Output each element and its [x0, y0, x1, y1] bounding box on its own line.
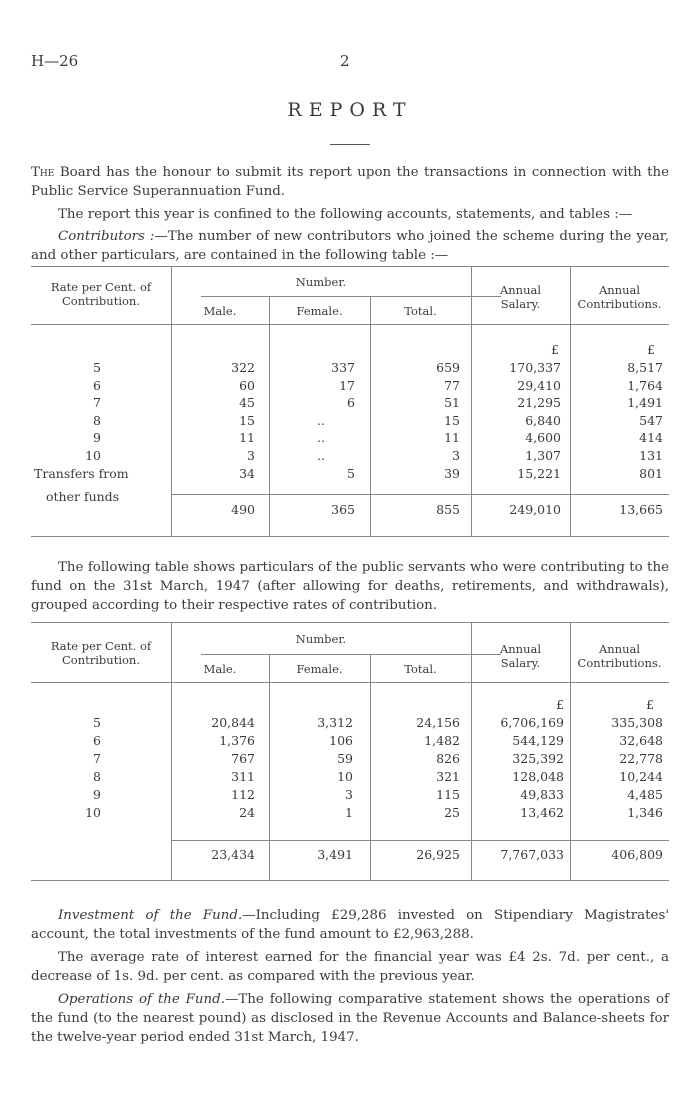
paragraph-investment	[31, 906, 669, 944]
new-contributors-table	[31, 266, 669, 536]
currency-symbol: £	[647, 342, 655, 357]
cell-salary: 544,129	[512, 733, 564, 748]
cell-male: 45	[239, 395, 255, 411]
cell-female: 1	[345, 805, 353, 820]
header-number: Number.	[295, 275, 347, 289]
cell-female: 106	[329, 733, 353, 748]
paragraph-contributors	[31, 227, 669, 265]
cell-female: 337	[331, 360, 355, 375]
cell-contrib: 22,778	[619, 751, 663, 766]
cell-total: 826	[436, 751, 460, 766]
cell-total: 11	[444, 430, 460, 446]
paragraph-accounts-text: The report this year is confined to the following accounts, statements, and tables :—	[58, 207, 633, 222]
cell-contrib: 547	[639, 412, 663, 428]
contributors-by-rate-table	[31, 622, 669, 880]
cell-rate: 5	[93, 360, 101, 375]
paragraph-accounts	[31, 205, 669, 224]
cell-total: 77	[444, 377, 460, 393]
cell-rate: 10	[85, 448, 101, 463]
cell-salary: 128,048	[512, 769, 564, 784]
paragraph-contributing	[31, 558, 669, 615]
cell-rate: 8	[93, 412, 101, 428]
cell-rate: 6	[93, 377, 101, 393]
cell-contrib: 801	[639, 465, 663, 481]
cell-male: 24	[239, 805, 255, 820]
total-contributions: 13,665	[619, 502, 663, 517]
cell-salary: 4,600	[525, 430, 561, 446]
contributors-text: —The number of new contributors who joined the scheme during the year, and other particulars, are contained in the following table :—	[31, 229, 669, 263]
cell-contrib: 335,308	[611, 715, 663, 730]
contributors-heading: Contributors :	[58, 229, 155, 244]
header-male: Male.	[203, 662, 237, 676]
total-total: 855	[436, 502, 460, 517]
investment-heading: Investment of the Fund.	[58, 908, 243, 923]
cell-rate: 5	[93, 715, 101, 730]
cell-contrib: 414	[639, 430, 663, 446]
cell-male: 311	[231, 769, 255, 784]
total-male: 490	[231, 502, 255, 517]
cell-female: ..	[317, 430, 325, 446]
cell-contrib: 4,485	[627, 787, 663, 802]
page-number: 2	[340, 52, 350, 70]
cell-male: 11	[239, 430, 255, 446]
cell-contrib: 1,764	[627, 377, 663, 393]
operations-heading: Operations of the Fund.	[58, 992, 225, 1007]
cell-rate: 9	[93, 430, 101, 446]
cell-male: 60	[239, 377, 255, 393]
cell-salary: 170,337	[509, 360, 561, 375]
cell-female: 59	[337, 751, 353, 766]
cell-total: 3	[452, 448, 460, 463]
cell-male: 767	[231, 751, 255, 766]
cell-contrib: 10,244	[619, 769, 663, 784]
currency-symbol: £	[556, 697, 564, 712]
document-reference: H—26	[31, 52, 79, 70]
currency-symbol: £	[551, 342, 559, 357]
header-rate: Rate per Cent. of Contribution.	[50, 639, 152, 667]
intro-lead: The	[31, 165, 55, 180]
cell-rate: 7	[93, 395, 101, 411]
header-salary: Annual Salary.	[499, 283, 542, 311]
paragraph-operations	[31, 990, 669, 1047]
cell-female: ..	[317, 448, 325, 463]
contributing-text: The following table shows particulars of the public servants who were contributing to the fund on the 31st March, 1947 (after allowing for deaths, retirements, and withdrawals), grouped according to their respective rates of contribution.	[31, 560, 669, 613]
total-total: 26,925	[416, 847, 460, 862]
currency-symbol: £	[646, 697, 654, 712]
header-female: Female.	[296, 662, 343, 676]
header-total: Total.	[404, 662, 437, 676]
cell-contrib: 1,346	[627, 805, 663, 820]
cell-salary: 1,307	[525, 448, 561, 463]
cell-rate: 7	[93, 751, 101, 766]
cell-contrib: 1,491	[627, 395, 663, 411]
rate-cell-continuation: other funds	[46, 489, 120, 504]
cell-rate: 9	[93, 787, 101, 802]
paragraph-interest	[31, 948, 669, 986]
header-rate: Rate per Cent. of Contribution.	[50, 280, 152, 308]
cell-male: 3	[247, 448, 255, 463]
cell-total: 24,156	[416, 715, 460, 730]
header-male: Male.	[203, 304, 237, 318]
total-female: 365	[331, 502, 355, 517]
cell-contrib: 32,648	[619, 733, 663, 748]
header-contributions: Annual Contributions.	[577, 283, 662, 311]
cell-total: 659	[436, 360, 460, 375]
cell-male: 1,376	[219, 733, 255, 748]
page-title: REPORT	[287, 99, 413, 121]
cell-salary: 13,462	[520, 805, 564, 820]
cell-salary: 325,392	[512, 751, 564, 766]
cell-rate: 6	[93, 733, 101, 748]
cell-rate: 8	[93, 769, 101, 784]
cell-male: 112	[231, 787, 255, 802]
operations-text: —The following comparative statement shows the operations of the fund (to the nearest pound) as disclosed in the Revenue Accounts and Balance-sheets for the twelve-year period ended 31st March, 1947.	[31, 992, 669, 1045]
header-contributions: Annual Contributions.	[577, 642, 662, 670]
header-number: Number.	[295, 632, 347, 646]
cell-total: 51	[444, 395, 460, 411]
cell-total: 25	[444, 805, 460, 820]
intro-paragraph	[31, 163, 669, 201]
header-female: Female.	[296, 304, 343, 318]
total-salary: 249,010	[509, 502, 561, 517]
total-female: 3,491	[317, 847, 353, 862]
cell-contrib: 8,517	[627, 360, 663, 375]
cell-rate: Transfers from	[34, 465, 129, 481]
title-rule	[330, 144, 370, 145]
cell-female: ..	[317, 412, 325, 428]
cell-female: 5	[347, 465, 355, 481]
total-contributions: 406,809	[611, 847, 663, 862]
cell-male: 15	[239, 412, 255, 428]
cell-salary: 49,833	[520, 787, 564, 802]
cell-female: 6	[347, 395, 355, 411]
cell-salary: 21,295	[517, 395, 561, 411]
cell-total: 15	[444, 412, 460, 428]
cell-salary: 29,410	[517, 377, 561, 393]
cell-total: 321	[436, 769, 460, 784]
cell-total: 39	[444, 465, 460, 481]
header-salary: Annual Salary.	[499, 642, 542, 670]
cell-female: 3,312	[317, 715, 353, 730]
cell-salary: 6,840	[525, 412, 561, 428]
intro-text: Board has the honour to submit its report upon the transactions in connection with the Public Service Superannuation Fund.	[31, 165, 669, 199]
cell-salary: 6,706,169	[500, 715, 564, 730]
cell-salary: 15,221	[517, 465, 561, 481]
investment-text: —Including £29,286 invested on Stipendiary Magistrates' account, the total investments of the fund amount to £2,963,288.	[31, 908, 670, 942]
cell-total: 1,482	[424, 733, 460, 748]
cell-male: 20,844	[211, 715, 255, 730]
cell-female: 10	[337, 769, 353, 784]
cell-total: 115	[436, 787, 460, 802]
total-male: 23,434	[211, 847, 255, 862]
interest-text: The average rate of interest earned for the financial year was £4 2s. 7d. per cent., a decrease of 1s. 9d. per cent. as compared with the previous year.	[31, 950, 669, 984]
cell-male: 322	[231, 360, 255, 375]
total-salary: 7,767,033	[500, 847, 564, 862]
cell-female: 17	[339, 377, 355, 393]
cell-male: 34	[239, 465, 255, 481]
cell-rate: 10	[85, 805, 101, 820]
cell-contrib: 131	[639, 448, 663, 463]
cell-female: 3	[345, 787, 353, 802]
header-total: Total.	[404, 304, 437, 318]
